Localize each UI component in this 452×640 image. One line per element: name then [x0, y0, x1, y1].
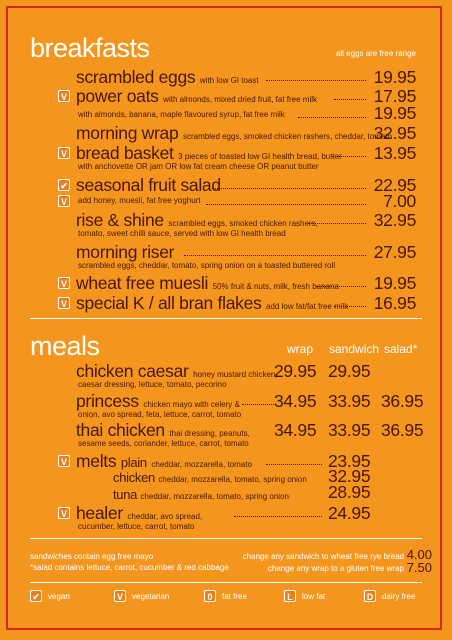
- item-name: special K / all bran flakes: [76, 293, 262, 313]
- leader-dots: [212, 188, 366, 189]
- item-name: morning riser: [76, 242, 175, 262]
- vegetarian-icon: V: [58, 507, 70, 519]
- leader-dots: [334, 99, 366, 100]
- item-desc: 3 pieces of toasted low GI health bread, butter: [178, 152, 342, 161]
- item-sub: cucumber, lettuce, carrot, tomato: [78, 522, 195, 531]
- item-price: 17.95: [373, 86, 416, 106]
- item-name: thai chicken: [76, 420, 165, 440]
- leader-dots: [316, 286, 366, 287]
- footnote-rye: change any sandwich to wheat free rye bread: [242, 552, 404, 561]
- breakfasts-title: breakfasts: [30, 33, 150, 63]
- item-name: wheat free muesli: [76, 273, 209, 293]
- item-desc: thai dressing, peanuts,: [169, 429, 250, 438]
- menu-item: [72, 87, 416, 105]
- item-price: 32.95: [373, 123, 416, 143]
- menu-item: [72, 192, 416, 210]
- price-sandwich: 33.95: [328, 391, 371, 411]
- vegetarian-icon: V: [58, 455, 70, 467]
- item-name: scrambled eggs: [76, 67, 196, 87]
- dairy-free-icon: D: [364, 590, 376, 602]
- item-price: 22.95: [373, 175, 416, 195]
- menu-item: [72, 503, 332, 531]
- item-desc: scrambled eggs, smoked chicken rashers, cheddar, tomato: [182, 132, 392, 141]
- legend-label: low fat: [302, 592, 326, 601]
- menu-item: [72, 104, 416, 122]
- meals-title: meals: [30, 331, 100, 361]
- item-desc: with low GI toast: [199, 76, 259, 85]
- item-sub: onion, avo spread, feta, lettuce, carrot, tomato: [78, 410, 242, 419]
- vegan-icon: ✔: [58, 179, 70, 191]
- item-desc: with almonds, mixed dried fruit, fat free milk: [163, 95, 318, 104]
- column-header-salad: salad*: [384, 342, 418, 356]
- item-sub: with anchovette OR jam OR low fat cream cheese OR peanut butter: [78, 162, 319, 171]
- leader-dots: [266, 464, 322, 465]
- vegetarian-icon: V: [58, 90, 70, 102]
- leader-dots: [332, 156, 366, 157]
- item-price: 16.95: [373, 293, 416, 313]
- item-sub: scrambled eggs, cheddar, tomato, spring onion on a toasted buttered roll: [78, 261, 336, 270]
- legend-label: vegetarian: [132, 592, 170, 601]
- price-wrap: 34.95: [274, 391, 317, 411]
- variant-label: tuna: [113, 487, 138, 502]
- item-price: 32.95: [373, 210, 416, 230]
- price-wrap: 29.95: [274, 361, 317, 381]
- item-name: morning wrap: [76, 123, 179, 143]
- menu-item: [72, 124, 416, 142]
- item-price: 19.95: [373, 273, 416, 293]
- item-sub: add honey, muesli, fat free yoghurt: [78, 196, 201, 205]
- vegetarian-icon: V: [114, 590, 126, 602]
- menu-item: [72, 242, 416, 270]
- item-name: rise & shine: [76, 210, 164, 230]
- legend-label: dairy free: [382, 592, 416, 601]
- vegetarian-icon: V: [58, 277, 70, 289]
- vegetarian-icon: V: [58, 147, 70, 159]
- item-name: healer: [76, 503, 123, 523]
- price-sandwich: 33.95: [328, 420, 371, 440]
- variant-label: chicken: [113, 470, 155, 485]
- footnote-gluten-price: 7.50: [406, 560, 432, 575]
- item-name: bread basket: [76, 143, 174, 163]
- footnote-salad: *salad contains lettuce, carrot, cucumber & red cabbage: [30, 563, 229, 572]
- item-desc: cheddar, mozzarella, tomato, spring onion: [158, 475, 307, 484]
- price-sandwich: 29.95: [328, 361, 371, 381]
- leader-dots: [334, 306, 366, 307]
- menu-item: [72, 210, 416, 238]
- item-price: 19.95: [373, 103, 416, 123]
- item-price: 27.95: [373, 242, 416, 262]
- price-sandwich: 24.95: [328, 503, 371, 523]
- item-name: princess: [76, 391, 139, 411]
- leader-dots: [184, 255, 366, 256]
- menu-item: [72, 274, 416, 292]
- item-desc: cheddar, mozzarella, tomato: [151, 460, 252, 469]
- price-sandwich: 32.95: [328, 466, 371, 486]
- price-sandwich: 23.95: [328, 451, 371, 471]
- menu-item: [72, 294, 416, 312]
- item-price: 7.00: [383, 191, 416, 211]
- menu-item: [72, 420, 272, 448]
- variant-label: plain: [120, 455, 147, 470]
- breakfasts-note: all eggs are free range: [335, 49, 416, 58]
- menu-item: [72, 68, 416, 86]
- item-price: 13.95: [373, 143, 416, 163]
- vegan-icon: ✔: [30, 590, 42, 602]
- price-sandwich: 28.95: [328, 482, 371, 502]
- price-wrap: 34.95: [274, 420, 317, 440]
- item-desc: cheddar, mozzarella, tomato, spring onion: [140, 492, 289, 501]
- footnote-gluten: change any wrap to a gluten free wrap: [267, 564, 404, 573]
- section-divider: [30, 582, 422, 583]
- fat-free-icon: 0: [204, 590, 216, 602]
- menu-item: [72, 143, 416, 171]
- menu-item: [72, 452, 332, 470]
- item-desc: add low fat/fat free milk: [266, 302, 349, 311]
- item-desc: 50% fruit & nuts, milk, fresh banana: [212, 282, 339, 291]
- section-divider: [30, 318, 422, 319]
- item-name: melts: [76, 451, 117, 471]
- item-desc: cheddar, avo spread,: [127, 512, 203, 521]
- item-price: 19.95: [373, 67, 416, 87]
- footnote-rye-price: 4.00: [406, 547, 432, 562]
- leader-dots: [266, 80, 366, 81]
- price-salad: 36.95: [381, 420, 424, 440]
- price-salad: 36.95: [381, 391, 424, 411]
- item-name: power oats: [76, 86, 159, 106]
- item-desc: honey mustard chicken,: [193, 370, 278, 379]
- leader-dots: [308, 223, 366, 224]
- leader-dots: [242, 404, 276, 405]
- low-fat-icon: L: [284, 590, 296, 602]
- leader-dots: [206, 204, 366, 205]
- section-divider: [30, 538, 422, 539]
- item-desc: chicken mayo with celery &: [143, 400, 240, 409]
- item-name: chicken caesar: [76, 361, 189, 381]
- footnote-mayo: sandwiches contain egg free mayo: [30, 552, 154, 561]
- leader-dots: [234, 516, 322, 517]
- item-sub: caesar dressing, lettuce, tomato, pecorino: [78, 380, 227, 389]
- column-header-wrap: wrap: [287, 342, 314, 356]
- menu-item: [72, 361, 278, 389]
- item-sub: sesame seeds, coriander, lettuce, carrot, tomato: [78, 439, 249, 448]
- item-desc: scrambled eggs, smoked chicken rashers,: [168, 219, 318, 228]
- vegetarian-icon: V: [58, 195, 70, 207]
- item-name: seasonal fruit salad: [76, 175, 221, 195]
- vegetarian-icon: V: [58, 297, 70, 309]
- item-sub: with almonds, banana, maple flavoured syrup, fat free milk: [78, 110, 285, 119]
- menu-item: [72, 391, 272, 419]
- legend-label: vegan: [48, 592, 70, 601]
- legend-label: fat free: [222, 592, 247, 601]
- column-header-sandwich: sandwich: [329, 342, 380, 356]
- leader-dots: [298, 117, 366, 118]
- item-sub: tomato, sweet chilli sauce, served with low GI health bread: [78, 229, 286, 238]
